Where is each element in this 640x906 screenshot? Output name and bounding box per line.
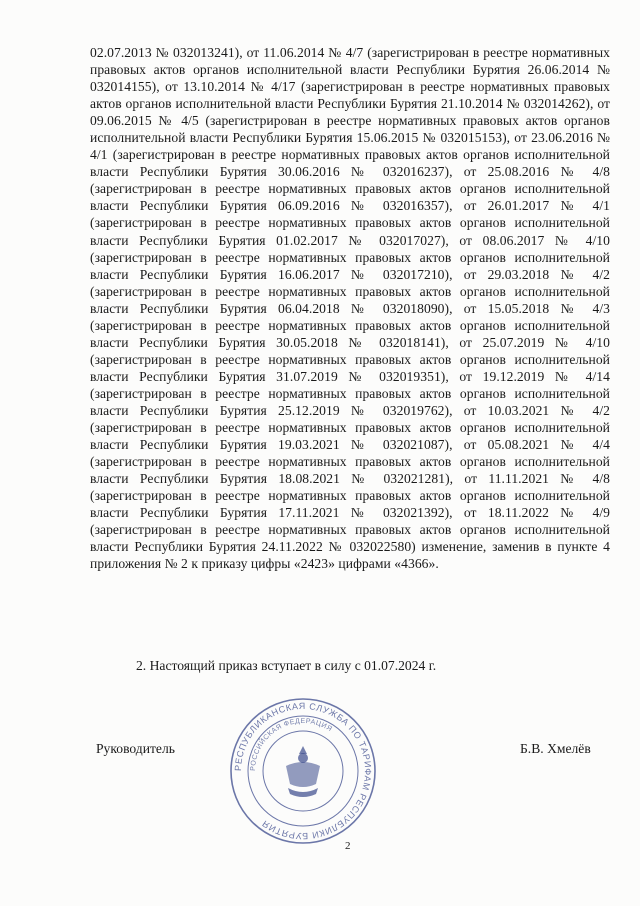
- signatory-title: Руководитель: [96, 741, 175, 756]
- official-seal: [228, 696, 378, 846]
- svg-text:РОССИЙСКАЯ ФЕДЕРАЦИЯ: РОССИЙСКАЯ ФЕДЕРАЦИЯ: [249, 717, 334, 772]
- svg-text:РЕСПУБЛИКАНСКАЯ СЛУЖБА ПО ТАРИ: РЕСПУБЛИКАНСКАЯ СЛУЖБА ПО ТАРИФАМ РЕСПУБЛИКИ БУРЯТИЯ: [232, 700, 374, 842]
- page-number: 2: [345, 840, 351, 852]
- document-body-paragraph: 02.07.2013 № 032013241), от 11.06.2014 № 4/7 (зарегистрирован в реестре нормативных правовых актов органов исполнительной власти Республики Бурятия 26.06.2014 № 032014155), от 13.10.2014 № 4/17 (зарегистрирован в реестре нормативных правовых актов органов исполнительной власти Республики Бурятия 21.10.2014 № 032014262), от 09.06.2015 № 4/5 (зарегистрирован в реестре нормативных правовых актов органов исполнительной власти Республики Бурятия 15.06.2015 № 032015153), от 23.06.2016 № 4/1 (зарегистрирован в реестре нормативных правовых актов органов исполнительной власти Республики Бурятия 30.06.2016 № 032016237), от 25.08.2016 № 4/8 (зарегистрирован в реестре нормативных правовых актов органов исполнительной власти Республики Бурятия 06.09.2016 № 032016357), от 26.01.2017 № 4/1 (зарегистрирован в реестре нормативных правовых актов органов исполнительной власти Республики Бурятия 01.02.2017 № 032017027), от 08.06.2017 № 4/10 (зарегистрирован в реестре нормативных правовых актов органов исполнительной власти Республики Бурятия 16.06.2017 № 032017210), от 29.03.2018 № 4/2 (зарегистрирован в реестре нормативных правовых актов органов исполнительной власти Республики Бурятия 06.04.2018 № 032018090), от 15.05.2018 № 4/3 (зарегистрирован в реестре нормативных правовых актов органов исполнительной власти Республики Бурятия 30.05.2018 № 032018141), от 25.07.2019 № 4/10 (зарегистрирован в реестре нормативных правовых актов органов исполнительной власти Республики Бурятия 31.07.2019 № 032019351), от 19.12.2019 № 4/14 (зарегистрирован в реестре нормативных правовых актов органов исполнительной власти Республики Бурятия 25.12.2019 № 032019762), от 10.03.2021 № 4/2 (зарегистрирован в реестре нормативных правовых актов органов исполнительной власти Республики Бурятия 19.03.2021 № 032021087), от 05.08.2021 № 4/4 (зарегистрирован в реестре нормативных правовых актов органов исполнительной власти Республики Бурятия 18.08.2021 № 032021281), от 11.11.2021 № 4/8 (зарегистрирован в реестре нормативных правовых актов органов исполнительной власти Республики Бурятия 17.11.2021 № 032021392), от 18.11.2022 № 4/9 (зарегистрирован в реестре нормативных правовых актов органов исполнительной власти Республики Бурятия 24.11.2022 № 032022580) изменение, заменив в пункте 4 приложения № 2 к приказу цифры «2423» цифрами «4366».: [90, 45, 610, 572]
- signatory-name: Б.В. Хмелёв: [520, 741, 591, 756]
- item-2-paragraph: 2. Настоящий приказ вступает в силу с 01.07.2024 г.: [136, 658, 437, 673]
